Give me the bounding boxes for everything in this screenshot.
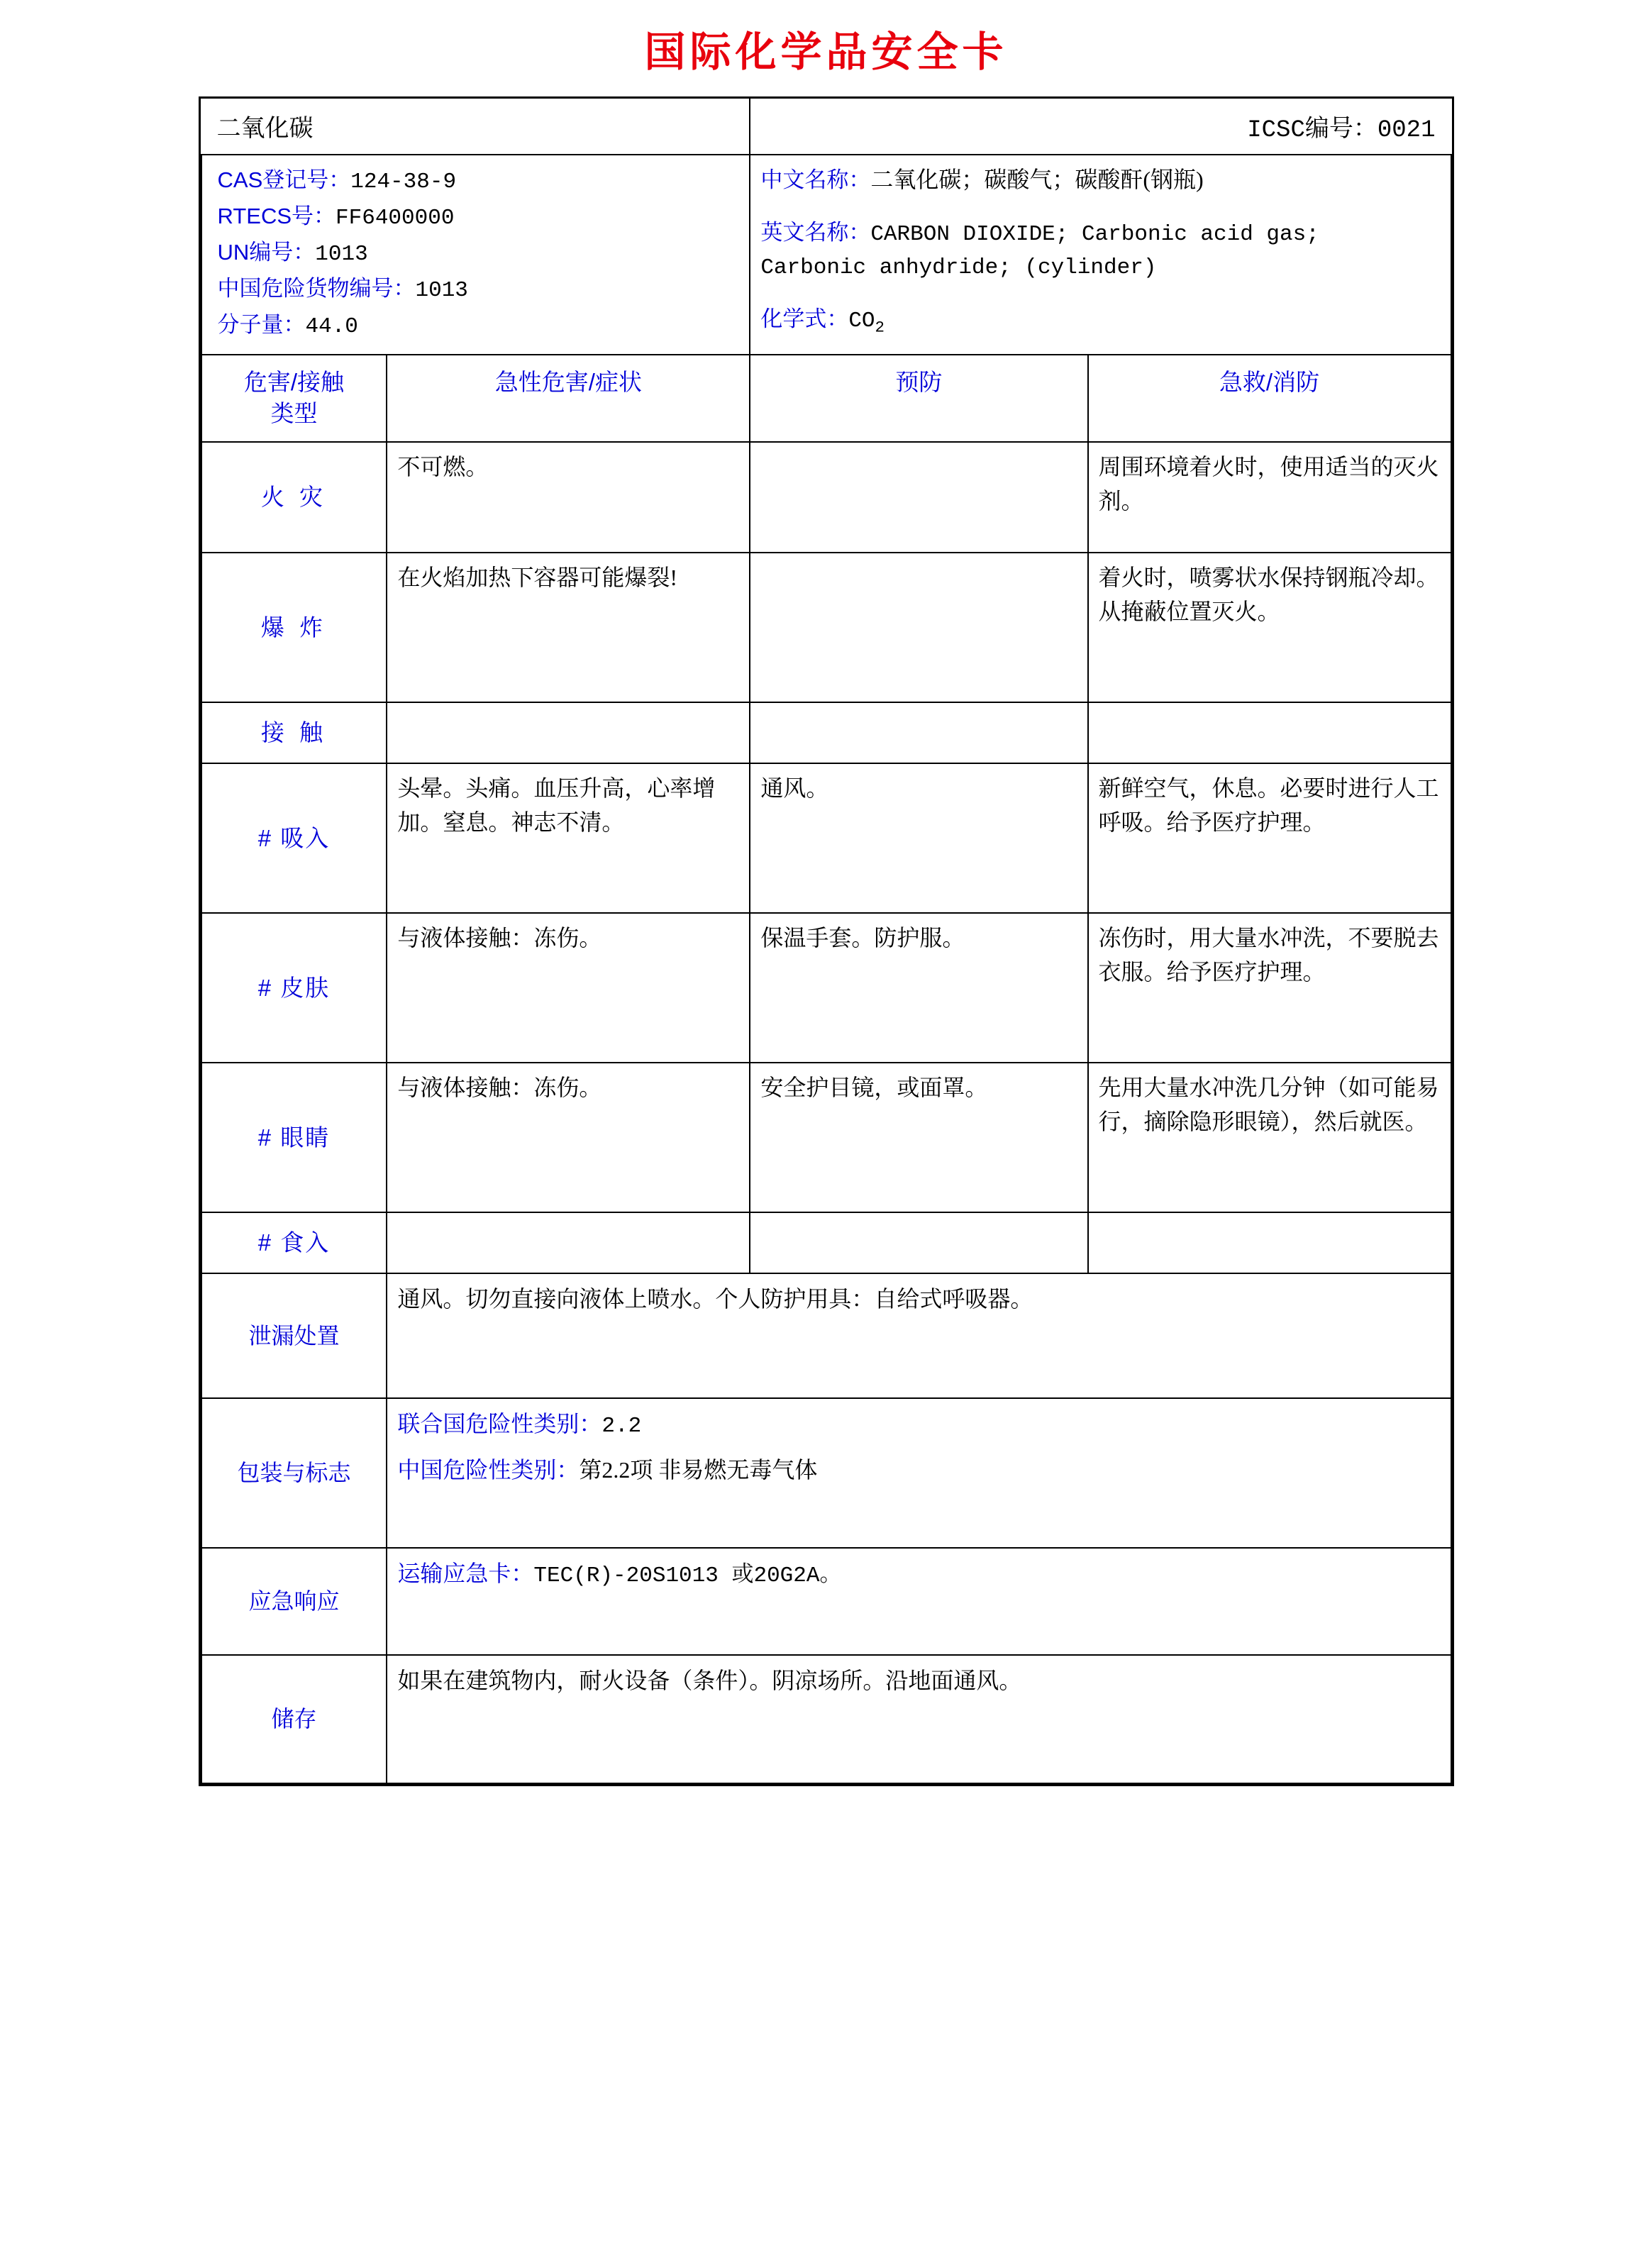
table-row-ingestion (201, 1212, 1451, 1273)
cn-class-line (397, 1452, 1440, 1488)
skin-acute: 与液体接触：冻伤。 (387, 913, 750, 1063)
spill-text: 通风。切勿直接向液体上喷水。个人防护用具：自给式呼吸器。 (387, 1273, 1451, 1398)
un-class-line (397, 1406, 1440, 1444)
cn-dangerous-goods-line (218, 271, 740, 307)
explosion-acute: 在火焰加热下容器可能爆裂! (387, 553, 750, 702)
en-name-label: 英文名称： (760, 220, 871, 245)
explosion-firstaid: 着火时，喷雾状水保持钢瓶冷却。从掩蔽位置灭火。 (1088, 553, 1451, 702)
icsc-table (201, 99, 1452, 1784)
storage-text: 如果在建筑物内，耐火设备（条件）。阴凉场所。沿地面通风。 (387, 1655, 1451, 1783)
un-value: 1013 (315, 242, 368, 267)
header-acute-hazards: 急性危害/症状 (387, 355, 750, 442)
inhalation-prevention: 通风。 (750, 763, 1087, 913)
section-row-spill (201, 1273, 1451, 1398)
table-row-skin (201, 913, 1451, 1063)
en-name-value-1: CARBON DIOXIDE; Carbonic acid gas; (870, 222, 1319, 248)
header-first-aid: 急救/消防 (1088, 355, 1451, 442)
mw-value: 44.0 (305, 314, 358, 340)
formula-value: CO (848, 309, 875, 334)
cn-name-label: 中文名称： (760, 167, 871, 192)
fire-acute: 不可燃。 (387, 442, 750, 553)
rtecs-label: RTECS号： (217, 204, 336, 229)
page-title: 国际化学品安全卡 (644, 29, 1008, 75)
english-name-line (760, 215, 1440, 251)
row-label-inhalation: # 吸入 (201, 763, 387, 913)
identification-row (201, 155, 1451, 355)
header-prevention: 预防 (750, 355, 1087, 442)
icsc-number-cell (750, 99, 1451, 155)
row-label-skin: # 皮肤 (201, 913, 387, 1063)
table-row-explosion (201, 553, 1451, 702)
ingestion-prevention (750, 1212, 1087, 1273)
ingestion-firstaid (1088, 1212, 1451, 1273)
tec-value: TEC(R)-20S1013 或20G2A。 (533, 1563, 842, 1588)
cas-label: CAS登记号： (217, 167, 351, 192)
exposure-firstaid (1088, 702, 1451, 763)
cn-name-value: 二氧化碳；碳酸气；碳酸酐(钢瓶) (870, 167, 1204, 192)
fire-prevention (750, 442, 1087, 553)
un-label: UN编号： (217, 240, 316, 265)
table-row-fire (201, 442, 1451, 553)
ingestion-acute (387, 1212, 750, 1273)
skin-prevention: 保温手套。防护服。 (750, 913, 1087, 1063)
eyes-prevention: 安全护目镜，或面罩。 (750, 1063, 1087, 1212)
table-row-inhalation (201, 763, 1451, 913)
section-row-storage (201, 1655, 1451, 1783)
section-label-packaging: 包装与标志 (201, 1398, 387, 1548)
header-hazard-type (201, 355, 387, 442)
row-label-fire: 火 灾 (201, 442, 387, 553)
fire-firstaid: 周围环境着火时，使用适当的灭火剂。 (1088, 442, 1451, 553)
icsc-number-value: 0021 (1377, 117, 1436, 144)
section-label-spill: 泄漏处置 (201, 1273, 387, 1398)
eyes-firstaid: 先用大量水冲洗几分钟（如可能易行，摘除隐形眼镜），然后就医。 (1088, 1063, 1451, 1212)
rtecs-line (218, 199, 740, 235)
inhalation-firstaid: 新鲜空气，休息。必要时进行人工呼吸。给予医疗护理。 (1088, 763, 1451, 913)
cas-line (218, 162, 740, 199)
row-label-exposure: 接 触 (201, 702, 387, 763)
un-class-label: 联合国危险性类别： (397, 1410, 602, 1436)
row-label-explosion: 爆 炸 (201, 553, 387, 702)
cn-class-label: 中国危险性类别： (397, 1457, 580, 1483)
icsc-number-label: ICSC编号： (1247, 117, 1377, 144)
chemical-name: 二氧化碳 (201, 99, 750, 155)
tec-label: 运输应急卡： (397, 1560, 534, 1586)
identification-left (201, 155, 750, 355)
table-header-row (201, 355, 1451, 442)
formula-line (760, 301, 1440, 340)
card-header-row (201, 99, 1451, 155)
cn-class-value: 第2.2项 非易燃无毒气体 (579, 1457, 818, 1483)
eyes-acute: 与液体接触：冻伤。 (387, 1063, 750, 1212)
row-label-ingestion: # 食入 (201, 1212, 387, 1273)
table-row-eyes (201, 1063, 1451, 1212)
en-name-value-2: Carbonic anhydride; (cylinder) (760, 255, 1157, 281)
formula-label: 化学式： (760, 306, 849, 332)
identification-right (750, 155, 1451, 355)
exposure-acute (387, 702, 750, 763)
cn-goods-value: 1013 (415, 278, 468, 304)
section-row-packaging (201, 1398, 1451, 1548)
section-label-storage: 储存 (201, 1655, 387, 1783)
exposure-prevention (750, 702, 1087, 763)
header-hazard-type-line1: 危害/接触 (243, 368, 345, 395)
icsc-card (199, 96, 1454, 1786)
un-class-value: 2.2 (602, 1413, 642, 1439)
header-hazard-type-line2: 类型 (270, 400, 318, 427)
section-label-emergency: 应急响应 (201, 1548, 387, 1655)
table-row-exposure (201, 702, 1451, 763)
cn-goods-label: 中国危险货物编号： (217, 276, 416, 301)
formula-subscript: 2 (875, 318, 885, 337)
un-line (218, 235, 740, 271)
rtecs-value: FF6400000 (336, 206, 455, 231)
explosion-prevention (750, 553, 1087, 702)
skin-firstaid: 冻伤时，用大量水冲洗，不要脱去衣服。给予医疗护理。 (1088, 913, 1451, 1063)
emergency-content (387, 1548, 1451, 1655)
packaging-content (387, 1398, 1451, 1548)
chinese-name-line (760, 162, 1440, 198)
mw-label: 分子量： (217, 312, 306, 338)
row-label-eyes: # 眼睛 (201, 1063, 387, 1212)
section-row-emergency (201, 1548, 1451, 1655)
inhalation-acute: 头晕。头痛。血压升高，心率增加。窒息。神志不清。 (387, 763, 750, 913)
molecular-weight-line (218, 307, 740, 343)
cas-value: 124-38-9 (350, 170, 457, 194)
